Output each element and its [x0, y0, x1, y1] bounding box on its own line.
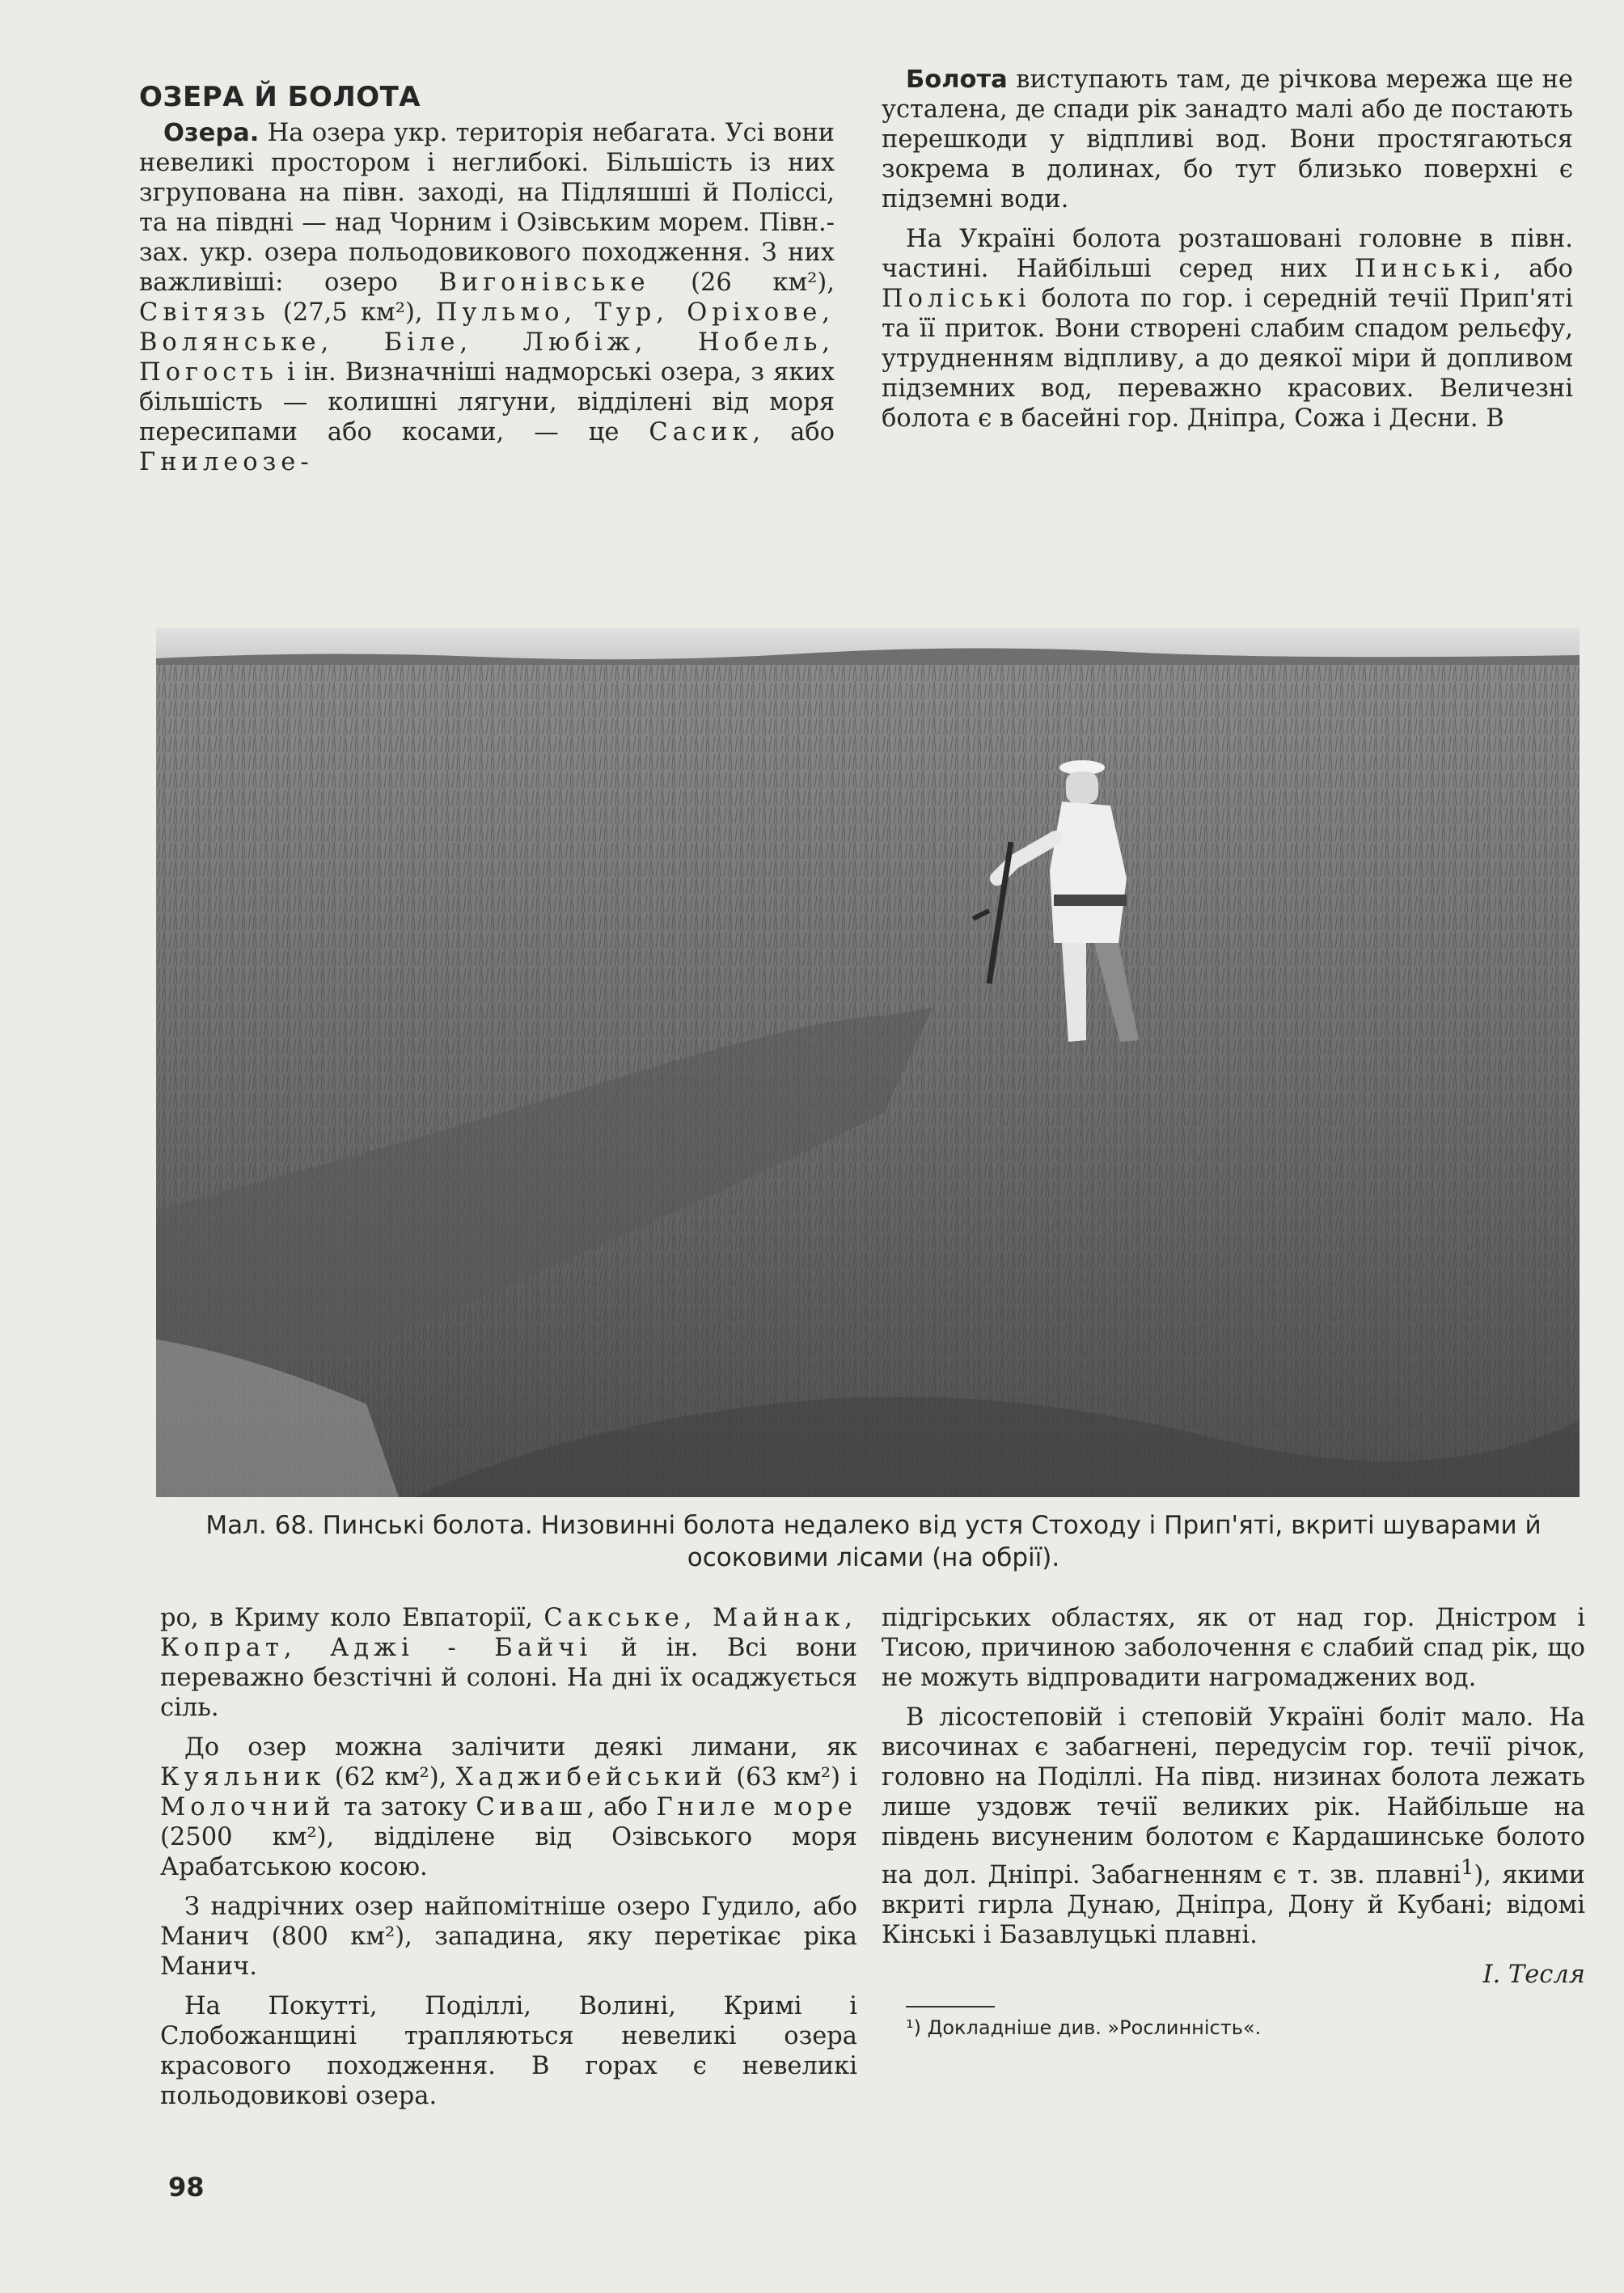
lakes-lead: Озера.	[163, 119, 260, 147]
footnote: ¹) Докладніше див. »Рослинність«.	[906, 2016, 1262, 2040]
crimea-lakes-paragraph: ро, в Криму коло Евпаторії, Сакське, Майнак, Копрат, Аджі - Байчі й ін. Всі вони переважно безстічні й солоні. На дні їх осаджується сіль.	[160, 1604, 858, 1722]
column-top-left	[139, 79, 835, 487]
column-bottom-right	[882, 1603, 1585, 2040]
author-signature: І. Тесля	[1482, 1961, 1585, 1990]
footnote-marker: 1	[1461, 1855, 1474, 1879]
page-number: 98	[168, 2172, 205, 2202]
swamps-lead: Болота	[906, 66, 1008, 94]
marsh-photograph	[156, 628, 1580, 1497]
estuaries-paragraph: До озер можна залічити деякі лимани, як Куяльник (62 км²), Хаджибейський (63 км²) і Молочний та затоку Сиваш, або Гниле море (2500 км²), відділене від Озівського моря Арабатською косою.	[160, 1733, 857, 1881]
karst-lakes-paragraph: На Покутті, Поділлі, Волині, Кримі і Слобожанщині трапляються невеликі озера красового походження. В горах є невеликі польодовикові озера.	[160, 1992, 857, 2110]
photo-illustration	[156, 628, 1580, 1497]
swamps-paragraph-2: На Україні болота розташовані головне в півн. частині. Найбільші серед них Пинські, або Поліські болота по гор. і середній течії Прип'яті та її приток. Вони створені слабим спадом рельєфу, утрудненням відпливу, а до деякої міри й допливом підземних вод, переважно красових. Величезні болота є в басейні гор. Дніпра, Сожа і Десни. В	[882, 225, 1573, 433]
lakes-paragraph: Озера. На озера укр. територія небагата. Усі вони невеликі простором і неглибокі. Більшість із них згрупована на півн. заході, на Підляшші й Поліссі, та на півдні — над Чорним і Озівським морем. Півн.-зах. укр. озера польодовикового походження. З них важливіші: озеро Вигонівське (26 км²), Світязь (27,5 км²), Пульмо, Тур, Оріхове, Волянське, Біле, Любіж, Нобель, Погость і ін. Визначніші надморські озера, з яких більшість — колишні лягуни, відділені від моря пересипами або косами, — це Сасик, або Гнилеозе-	[139, 119, 835, 476]
column-top-right	[882, 65, 1573, 443]
foothill-swamps-paragraph: підгірських областях, як от над гор. Дністром і Тисою, причиною заболочення є слабий спад рік, що не можуть відпровадити нагромаджених вод.	[882, 1604, 1585, 1692]
section-heading: ОЗЕРА Й БОЛОТА	[139, 81, 421, 113]
steppe-swamps-paragraph: В лісостеповій і степовій Україні боліт мало. На височинах є забагнені, передусім гор. течії річок, головно на Поділлі. На півд. низинах болота лежать лише уздовж течії великих рік. Найбільше на південь висуненим болотом є Кардашинське болото на дол. Дніпрі. Забагненням є т. зв. плавні$^1$), якими вкриті гирла Дунаю, Дніпра, Дону й Кубані; відомі Кінські і Базавлуцькі плавні.	[882, 1703, 1585, 1950]
photo-caption: Мал. 68. Пинські болота. Низовинні болота недалеко від устя Стоходу і Прип'яті, вкриті шуварами й осоковими лісами (на обрії).	[205, 1511, 1542, 1572]
swamps-paragraph-1: Болота виступають там, де річкова мережа ще не усталена, де спади рік занадто малі або де постають перешкоди у відпливі вод. Вони простягаються зокрема в долинах, бо тут близько поверхні є підземні води.	[882, 66, 1573, 214]
footnote-rule	[906, 2006, 995, 2007]
column-bottom-left	[160, 1603, 857, 2121]
manych-paragraph: З надрічних озер найпомітніше озеро Гудило, або Манич (800 км²), западина, яку перетікає ріка Манич.	[160, 1893, 857, 1981]
